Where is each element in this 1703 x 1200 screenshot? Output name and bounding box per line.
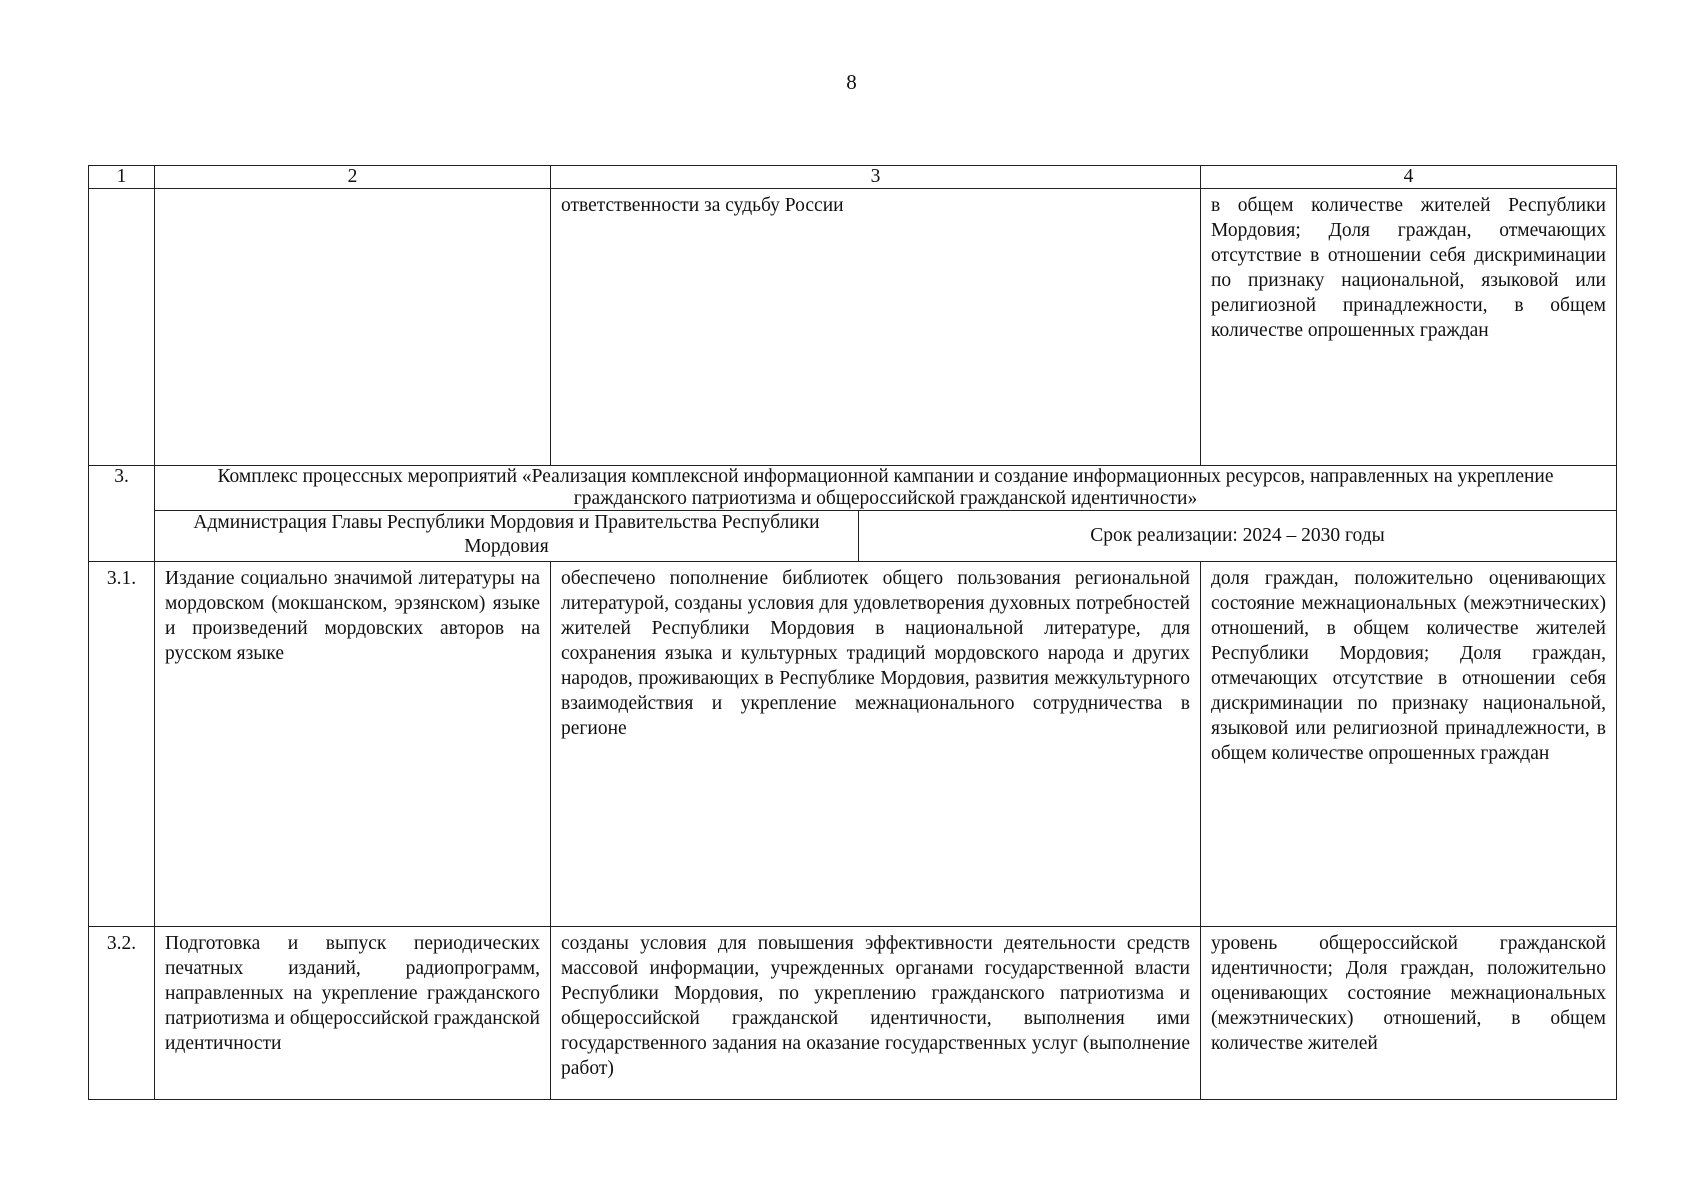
header-col-1: 1 — [89, 166, 155, 189]
table-row-continuation — [89, 189, 1617, 466]
header-col-2: 2 — [155, 166, 551, 189]
measures-table — [88, 165, 1617, 1100]
section-responsible-row — [89, 511, 1617, 562]
row-number: 3.1. — [89, 562, 155, 927]
row-number: 3.2. — [89, 927, 155, 1100]
row-result: созданы условия для повышения эффективности деятельности средств массовой информации, учрежденных органами государственной власти Республики Мордовия, по укреплению гражданского патриотизма и общероссийской гражданской идентичности, выполнения ими государственного задания на оказание государственных услуг (выполнение работ) — [551, 927, 1201, 1100]
row-task: Подготовка и выпуск периодических печатных изданий, радиопрограмм, направленных на укрепление гражданского патриотизма и общероссийской гражданской идентичности — [155, 927, 551, 1100]
cell-indicator: в общем количестве жителей Республики Мордовия; Доля граждан, отмечающих отсутствие в отношении себя дискриминации по признаку национальной, языковой или религиозной принадлежности, в общем количестве опрошенных граждан — [1201, 189, 1617, 466]
page-number: 8 — [846, 70, 857, 94]
row-indicator: доля граждан, положительно оценивающих состояние межнациональных (межэтнических) отношений, в общем количестве жителей Республики Мордовия; Доля граждан, отмечающих отсутствие в отношении себя дискриминации по признаку национальной, языковой или религиозной принадлежности, в общем количестве опрошенных граждан — [1201, 562, 1617, 927]
cell-result: ответственности за судьбу России — [551, 189, 1201, 466]
header-col-4: 4 — [1201, 166, 1617, 189]
table-row — [89, 927, 1617, 1100]
section-title: Комплекс процессных мероприятий «Реализация комплексной информационной кампании и создание информационных ресурсов, направленных на укрепление гражданского патриотизма и общероссийской гражданской идентичности» — [155, 466, 1617, 511]
responsible-executor: Администрация Главы Республики Мордовия и Правительства Республики Мордовия — [155, 511, 859, 562]
section-number: 3. — [89, 466, 155, 562]
cell-num — [89, 189, 155, 466]
implementation-term: Срок реализации: 2024 – 2030 годы — [859, 511, 1617, 562]
table-header-row — [89, 166, 1617, 189]
cell-task — [155, 189, 551, 466]
row-task: Издание социально значимой литературы на мордовском (мокшанском, эрзянском) языке и произведений мордовских авторов на русском языке — [155, 562, 551, 927]
row-result: обеспечено пополнение библиотек общего пользования региональной литературой, созданы условия для удовлетворения духовных потребностей жителей Республики Мордовия в национальной литературе, для сохранения языка и культурных традиций мордовского народа и других народов, проживающих в Республике Мордовия, развития межкультурного взаимодействия и укрепление межнационального сотрудничества в регионе — [551, 562, 1201, 927]
table-row — [89, 562, 1617, 927]
header-col-3: 3 — [551, 166, 1201, 189]
row-indicator: уровень общероссийской гражданской идентичности; Доля граждан, положительно оценивающих состояние межнациональных (межэтнических) отношений, в общем количестве жителей — [1201, 927, 1617, 1100]
section-title-row — [89, 466, 1617, 511]
